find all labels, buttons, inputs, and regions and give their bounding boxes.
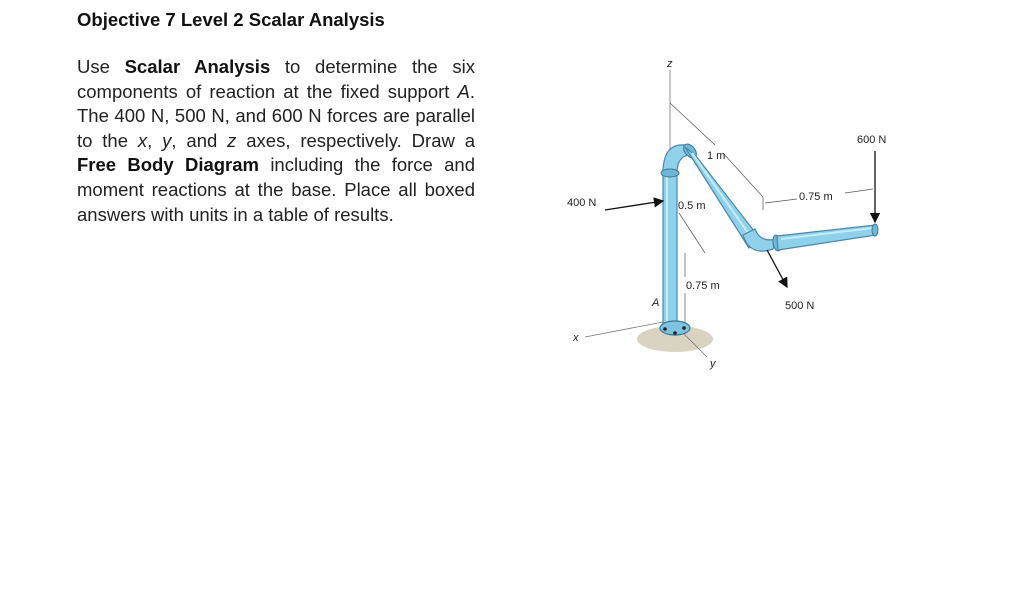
- dim-1m-line: [723, 153, 763, 197]
- base-bolt: [673, 331, 677, 335]
- problem-bold-text: Scalar Analysis: [124, 56, 271, 77]
- problem-italic-text: x: [137, 129, 148, 151]
- problem-text: Use: [77, 56, 125, 77]
- problem-statement: [77, 55, 475, 227]
- vertical-pipe: [663, 170, 677, 330]
- dim-05m-label: 0.5 m: [678, 200, 706, 212]
- problem-italic-text: A: [457, 80, 470, 102]
- top-coupling: [661, 169, 679, 177]
- problem-text: axes, respectively. Draw a: [236, 129, 475, 151]
- base-bolt: [663, 327, 667, 331]
- x-axis-label: x: [573, 332, 579, 344]
- dim-075m-top-label: 0.75 m: [799, 191, 833, 203]
- point-a-label: A: [652, 297, 660, 309]
- dim-05m-line: [679, 213, 705, 253]
- problem-text: including the force and moment reactions at the base. Place all boxed answers with units in a table of results.: [77, 154, 476, 225]
- force-500n-arrow: [767, 250, 787, 287]
- diagonal-pipe-highlight: [692, 153, 753, 240]
- problem-text: , and: [171, 129, 228, 151]
- pipe-assembly-figure: [555, 45, 895, 375]
- page-title: Objective 7 Level 2 Scalar Analysis: [77, 9, 385, 30]
- dim-075m-top-line: [765, 199, 797, 203]
- dim-075m-base-label: 0.75 m: [686, 280, 720, 292]
- problem-italic-text: y: [162, 129, 172, 151]
- dim-075m-top-line: [845, 189, 873, 193]
- base-bolt: [682, 326, 686, 330]
- force-400n-label: 400 N: [567, 197, 597, 209]
- y-axis-label: y: [710, 358, 716, 370]
- problem-text: to determine the six components of reaction at the fixed support: [77, 56, 475, 102]
- dim-1m-label: 1 m: [707, 150, 726, 162]
- lower-elbow: [743, 229, 777, 251]
- problem-italic-text: z: [227, 129, 237, 151]
- problem-bold-text: Free Body Diagram: [77, 154, 259, 176]
- dim-1m-line: [670, 103, 715, 145]
- force-600n-label: 600 N: [857, 134, 887, 146]
- problem-text: ,: [147, 129, 163, 151]
- force-400n-arrow: [605, 201, 663, 210]
- force-500n-label: 500 N: [785, 300, 815, 312]
- z-axis-label: z: [667, 58, 673, 70]
- problem-text: . The 400 N, 500 N, and 600 N forces are parallel to the: [77, 80, 475, 151]
- pipe-end-cap: [872, 224, 878, 236]
